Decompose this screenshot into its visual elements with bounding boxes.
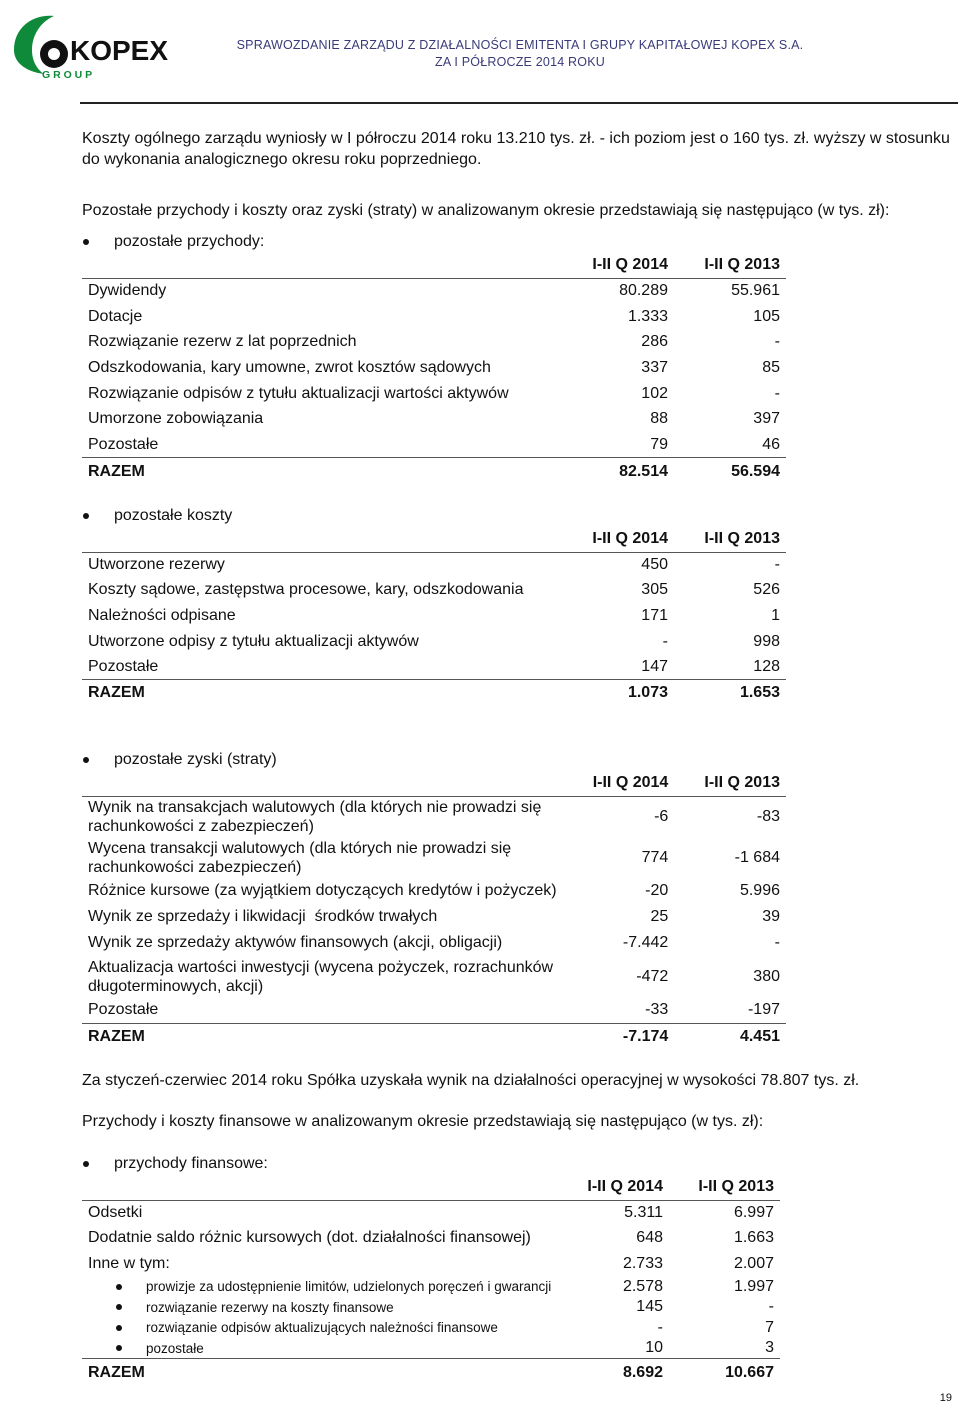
value-2014: 147	[641, 657, 668, 675]
table-row	[82, 1200, 780, 1226]
table-row	[82, 1251, 780, 1277]
table-other-costs	[82, 527, 786, 706]
row-label: Umorzone zobowiązania	[88, 410, 264, 428]
table-row	[82, 432, 786, 458]
bullet-icon	[83, 239, 89, 245]
column-header: I-II Q 2014	[558, 1174, 669, 1200]
table-financial-income	[82, 1174, 780, 1387]
value-2013: -197	[747, 1000, 780, 1018]
total-2014: 1.073	[562, 680, 674, 706]
value-2013: 998	[753, 632, 780, 650]
value-2014: 774	[641, 848, 669, 866]
value-2014: 648	[636, 1229, 663, 1247]
value-2013: 397	[753, 410, 780, 428]
value-2013: -	[774, 556, 780, 574]
row-label: Inne w tym:	[88, 1254, 170, 1272]
table-row	[82, 304, 786, 330]
value-2014: 5.311	[624, 1204, 663, 1221]
row-label: Pozostałe	[88, 435, 159, 453]
total-label: RAZEM	[82, 1359, 558, 1387]
row-label: Dodatnie saldo różnic kursowych (dot. działalności finansowej)	[88, 1229, 531, 1247]
row-label: Różnice kursowe (za wyjątkiem dotyczących kredytów i pożyczek)	[88, 882, 557, 899]
row-label: Odszkodowania, kary umowne, zwrot kosztów sądowych	[88, 358, 491, 376]
report-header-line2: ZA I PÓŁROCZE 2014 ROKU	[435, 55, 605, 69]
table-row	[82, 837, 786, 878]
bullet-icon	[83, 513, 89, 519]
report-header-line1: SPRAWOZDANIE ZARZĄDU Z DZIAŁALNOŚCI EMITENTA I GRUPY KAPITAŁOWEJ KOPEX S.A.	[236, 38, 804, 52]
value-2014: -20	[645, 882, 669, 899]
value-2013: -1 684	[734, 848, 780, 866]
column-header: I-II Q 2013	[669, 1174, 780, 1200]
value-2014: 80.289	[619, 282, 668, 300]
table-header-row	[82, 770, 786, 796]
row-label: Pozostałe	[88, 657, 159, 675]
row-label: Dywidendy	[88, 282, 167, 300]
value-2013: -83	[756, 807, 780, 825]
value-2014: 286	[641, 333, 668, 351]
row-label: Utworzone rezerwy	[88, 556, 225, 574]
value-2013: 85	[762, 358, 780, 376]
logo-wordmark: KOPEX	[70, 35, 169, 66]
table-total-row	[82, 680, 786, 706]
value-2013: 1.663	[733, 1229, 774, 1247]
value-2014: 1.333	[627, 307, 668, 325]
table-subrow	[82, 1318, 780, 1339]
total-2014: 82.514	[562, 458, 674, 486]
row-label: Koszty sądowe, zastępstwa procesowe, kary, odszkodowania	[88, 581, 524, 599]
value-2013: 46	[762, 435, 780, 453]
table-subrow	[82, 1338, 780, 1359]
value-2014: 102	[641, 384, 668, 402]
table-subrow	[82, 1277, 780, 1298]
table-total-row	[82, 458, 786, 486]
total-2013: 10.667	[669, 1359, 780, 1387]
table-row	[82, 603, 786, 629]
table-row	[82, 552, 786, 578]
subrow-label: prowizje za udostępnienie limitów, udzielonych poręczeń i gwarancji	[82, 1277, 558, 1298]
total-label: RAZEM	[82, 680, 562, 706]
table-row	[82, 997, 786, 1023]
value-2013: 39	[762, 908, 780, 925]
column-header: I-II Q 2013	[674, 527, 786, 552]
value-2014: -6	[654, 807, 669, 825]
column-header: I-II Q 2013	[674, 770, 786, 796]
value-2013: 526	[753, 581, 780, 599]
total-2013: 56.594	[674, 458, 786, 486]
row-label: Aktualizacja wartości inwestycji (wycena pożyczek, rozrachunków długoterminowych, akcji)	[88, 958, 554, 995]
subrow-label: rozwiązanie odpisów aktualizujących należności finansowe	[82, 1318, 558, 1339]
value-2014: -472	[636, 967, 669, 985]
row-label: Rozwiązanie odpisów z tytułu aktualizacji wartości aktywów	[88, 384, 509, 402]
value-2013: -	[774, 333, 780, 351]
column-header: I-II Q 2014	[563, 770, 675, 796]
table-row	[82, 355, 786, 381]
table-total-row	[82, 1023, 786, 1050]
row-label: Należności odpisane	[88, 606, 236, 624]
table-subrow	[82, 1297, 780, 1318]
value-2014: -7.442	[622, 934, 669, 951]
value-2014: 2.578	[622, 1277, 663, 1295]
row-label: Wycena transakcji walutowych (dla których nie prowadzi się rachunkowości zabezpieczeń)	[88, 839, 512, 876]
table-row	[82, 796, 786, 837]
logo-group-text: G R O U P	[42, 69, 93, 80]
value-2014: -	[662, 632, 668, 650]
paragraph-other-items-intro: Pozostałe przychody i koszty oraz zyski (straty) w analizowanym okresie przedstawiają się następująco (w tys. zł):	[82, 202, 890, 219]
value-2013: -	[768, 1298, 774, 1316]
value-2014: -33	[645, 1000, 669, 1018]
value-2013: 6.997	[733, 1204, 774, 1221]
paragraph-operating-result: Za styczeń-czerwiec 2014 roku Spółka uzyskała wynik na działalności operacyjnej w wysokości 78.807 tys. zł.	[82, 1072, 860, 1089]
row-label: Odsetki	[88, 1204, 143, 1221]
bullet-icon	[116, 1345, 122, 1351]
subrow-label: pozostałe	[82, 1338, 558, 1359]
total-2014: 8.692	[558, 1359, 669, 1387]
row-label: Wynik ze sprzedaży aktywów finansowych (akcji, obligacji)	[88, 934, 503, 951]
row-label: Wynik ze sprzedaży i likwidacji środków trwałych	[88, 908, 438, 925]
value-2013: 55.961	[731, 282, 780, 300]
value-2013: 1	[771, 606, 780, 624]
table-row	[82, 381, 786, 407]
page-number: 19	[939, 1392, 952, 1404]
value-2014: 145	[636, 1298, 663, 1316]
value-2013: 2.007	[733, 1254, 774, 1272]
total-2014: -7.174	[563, 1023, 675, 1050]
section-title: pozostałe koszty	[114, 507, 233, 524]
paragraph-general-costs: Koszty ogólnego zarządu wyniosły w I półroczu 2014 roku 13.210 tys. zł. - ich poziom jest o 160 tys. zł. wyższy w stosunku do wykonania analogicznego okresu roku poprzedniego.	[82, 130, 950, 168]
row-label: Pozostałe	[88, 1000, 159, 1018]
column-header: I-II Q 2013	[674, 252, 786, 278]
value-2013: 1.997	[733, 1277, 774, 1295]
value-2014: 25	[650, 908, 669, 925]
table-row	[82, 329, 786, 355]
table-row	[82, 904, 786, 930]
value-2014: 2.733	[622, 1254, 663, 1272]
total-2013: 1.653	[674, 680, 786, 706]
table-row	[82, 578, 786, 604]
value-2013: -	[774, 384, 780, 402]
total-2013: 4.451	[674, 1023, 786, 1050]
table-row	[82, 878, 786, 904]
table-row	[82, 278, 786, 304]
table-header-row	[82, 527, 786, 552]
value-2013: 128	[753, 657, 780, 675]
column-header: I-II Q 2014	[562, 527, 674, 552]
value-2013: 3	[765, 1339, 774, 1356]
value-2014: 337	[641, 358, 668, 376]
bullet-icon	[83, 1161, 89, 1167]
table-row	[82, 406, 786, 432]
table-row	[82, 930, 786, 956]
value-2014: 88	[650, 410, 668, 428]
value-2013: 105	[753, 307, 780, 325]
row-label: Rozwiązanie rezerw z lat poprzednich	[88, 333, 357, 351]
column-header: I-II Q 2014	[562, 252, 674, 278]
bullet-icon	[83, 757, 89, 763]
table-row	[82, 1226, 780, 1252]
header-divider	[80, 102, 958, 104]
table-row	[82, 629, 786, 655]
row-label: Dotacje	[88, 307, 143, 325]
table-header-row	[82, 1174, 780, 1200]
total-label: RAZEM	[82, 1023, 563, 1050]
bullet-icon	[116, 1325, 122, 1331]
value-2014: 10	[645, 1339, 663, 1356]
section-title: przychody finansowe:	[114, 1155, 268, 1172]
subrow-label: rozwiązanie rezerwy na koszty finansowe	[82, 1297, 558, 1318]
table-other-income	[82, 252, 786, 486]
table-header-row	[82, 252, 786, 278]
bullet-icon	[116, 1284, 122, 1290]
value-2013: 380	[753, 967, 780, 985]
value-2014: 305	[641, 581, 668, 599]
row-label: Wynik na transakcjach walutowych (dla których nie prowadzi się rachunkowości z zabezpieczeń)	[88, 798, 542, 835]
paragraph-financial-intro: Przychody i koszty finansowe w analizowanym okresie przedstawiają się następująco (w tys. zł):	[82, 1113, 764, 1130]
value-2014: -	[657, 1318, 663, 1336]
value-2013: -	[774, 934, 780, 951]
section-title: pozostałe zyski (straty)	[114, 751, 277, 768]
row-label: Utworzone odpisy z tytułu aktualizacji aktywów	[88, 632, 419, 650]
table-total-row	[82, 1359, 780, 1387]
value-2014: 450	[641, 556, 668, 574]
table-row	[82, 956, 786, 997]
bullet-icon	[116, 1304, 122, 1310]
table-row	[82, 654, 786, 680]
value-2014: 79	[650, 435, 668, 453]
kopex-logo	[10, 10, 200, 80]
section-title: pozostałe przychody:	[114, 233, 265, 250]
table-other-gains	[82, 770, 786, 1050]
value-2014: 171	[641, 606, 668, 624]
value-2013: 7	[765, 1318, 774, 1336]
value-2013: 5.996	[739, 882, 780, 899]
total-label: RAZEM	[82, 458, 562, 486]
